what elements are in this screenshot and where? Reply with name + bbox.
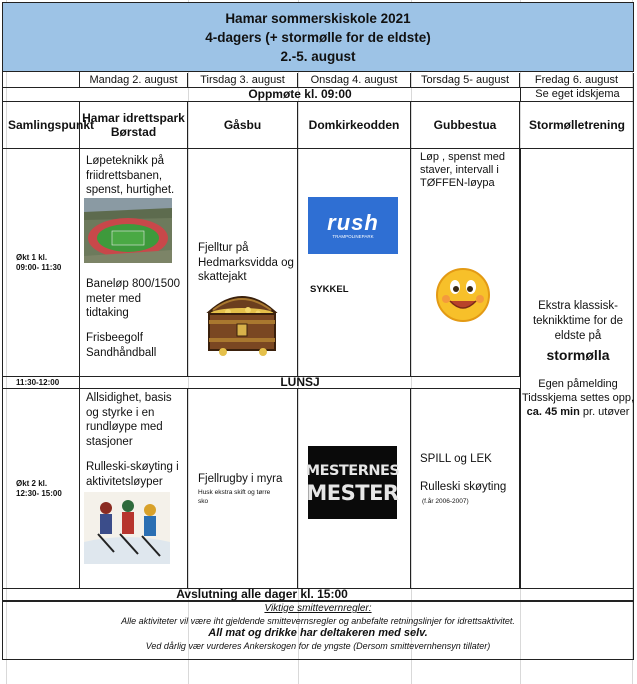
session1-thursday: Løp , spenst med staver, intervall i TØFFEN-løypa [420, 151, 505, 189]
day-friday: Fredag 6. august [520, 73, 634, 88]
title-line-1: Hamar sommerskiskole 2021 [225, 11, 411, 26]
friday-text-3a: Egen påmelding [538, 378, 618, 390]
session1-wednesday-cell [298, 149, 411, 376]
session1-monday-cell [80, 149, 188, 376]
session2-label-cell [2, 389, 80, 588]
session1-thursday-cell [411, 149, 520, 376]
friday-note: Se eget idskjema [520, 88, 634, 101]
day-monday: Mandag 2. august [80, 73, 188, 88]
session2-wednesday-cell [298, 389, 411, 588]
session2-thursday-cell [411, 389, 520, 588]
rush-logo [308, 197, 398, 254]
day-row-empty [2, 72, 80, 88]
friday-cell [520, 149, 634, 589]
session2-tuesday-cell [188, 389, 298, 588]
smiley-icon [433, 263, 493, 329]
session2-thursday-note: (f.år 2006-2007) [422, 498, 469, 505]
session1-label: Økt 1 kl. 09:00- 11:30 [16, 252, 62, 272]
treasure-chest-icon [203, 282, 281, 356]
place-monday: Hamar idrettspark Børstad [80, 102, 188, 148]
session1-monday-a: Løpeteknikk på friidrettsbanen, spenst, hurtighet. [86, 155, 175, 196]
mm-logo-line-1: MESTERNES [305, 462, 400, 479]
meetup-text: Oppmøte kl. 09:00 [248, 87, 352, 101]
session2-tuesday: Fjellrugby i myra [198, 473, 283, 485]
session1-tuesday-cell [188, 149, 298, 376]
session2-thursday-a: SPILL og LEK [420, 453, 492, 465]
footer-line-3: Ved dårlig vær vurderes Ankerskogen for de yngste (Dersom smittevernhensyn tillater) [145, 641, 491, 651]
friday-text-1: Ekstra klassisk-teknikktime for de eldste på [532, 300, 624, 342]
footer-heading: Viktige smittevernregler: [264, 603, 372, 614]
footer-line-1: Alle aktiviteter vil være iht gjeldende smittevernsregler og anbefalte retningslinjer for idrettsaktivitet. [121, 616, 515, 626]
session1-wednesday: SYKKEL [310, 284, 349, 295]
title-banner [2, 2, 634, 72]
footer-line-2: All mat og drikke har deltakeren med selv. [208, 627, 428, 639]
place-row-label: Samlingspunkt [2, 102, 80, 148]
footer-box [2, 602, 634, 660]
place-tuesday: Gåsbu [188, 102, 298, 148]
rush-logo-sub: TRAMPOLINEPARK [332, 233, 374, 239]
title-line-2: 4-dagers (+ stormølle for de eldste) [205, 30, 431, 45]
friday-text-2: stormølla [546, 347, 610, 363]
skiers-image [84, 492, 170, 564]
session2-label: Økt 2 kl. 12:30- 15:00 [16, 478, 62, 498]
mm-logo-line-2: MESTER [306, 480, 399, 505]
session2-monday-cell [80, 389, 188, 588]
friday-text-3d: pr. utøver [582, 406, 630, 418]
session1-label-cell [2, 149, 80, 376]
lunch-text: LUNSJ [280, 375, 320, 389]
friday-text-3c: ca. 45 min [526, 406, 580, 418]
session2-monday-a: Allsidighet, basis og styrke i en rundløype med stasjoner [86, 392, 172, 448]
place-thursday: Gubbestua [411, 102, 520, 148]
session1-monday-b: Baneløp 800/1500 meter med tidtaking [86, 278, 180, 319]
friday-text-3b: Tidsskjema settes opp, [521, 392, 635, 404]
day-thursday: Torsdag 5- august [411, 73, 520, 88]
lunch-time: 11:30-12:00 [2, 377, 80, 388]
rush-logo-text: rush [327, 209, 379, 235]
place-friday: Stormølletrening [528, 118, 625, 132]
day-tuesday: Tirsdag 3. august [188, 73, 298, 88]
session1-monday-c: Frisbeegolf Sandhåndball [86, 332, 157, 359]
session2-monday-b: Rulleski-skøyting i aktivitetsløyper [86, 461, 179, 488]
friday-text-3 [521, 377, 635, 419]
place-wednesday: Domkirkeodden [298, 102, 411, 148]
stadium-image [84, 198, 172, 263]
session2-thursday-b: Rulleski skøyting [420, 481, 507, 493]
session2-tuesday-note: Husk ekstra skift og tørre sko [198, 489, 271, 505]
title-line-3: 2.-5. august [280, 49, 356, 64]
day-wednesday: Onsdag 4. august [298, 73, 411, 88]
session1-tuesday: Fjelltur på Hedmarksvidda og skattejakt [198, 242, 294, 283]
mesternes-mester-logo [305, 446, 400, 519]
end-note: Avslutning alle dager kl. 15:00 [176, 587, 348, 601]
schedule-sheet [2, 2, 634, 683]
